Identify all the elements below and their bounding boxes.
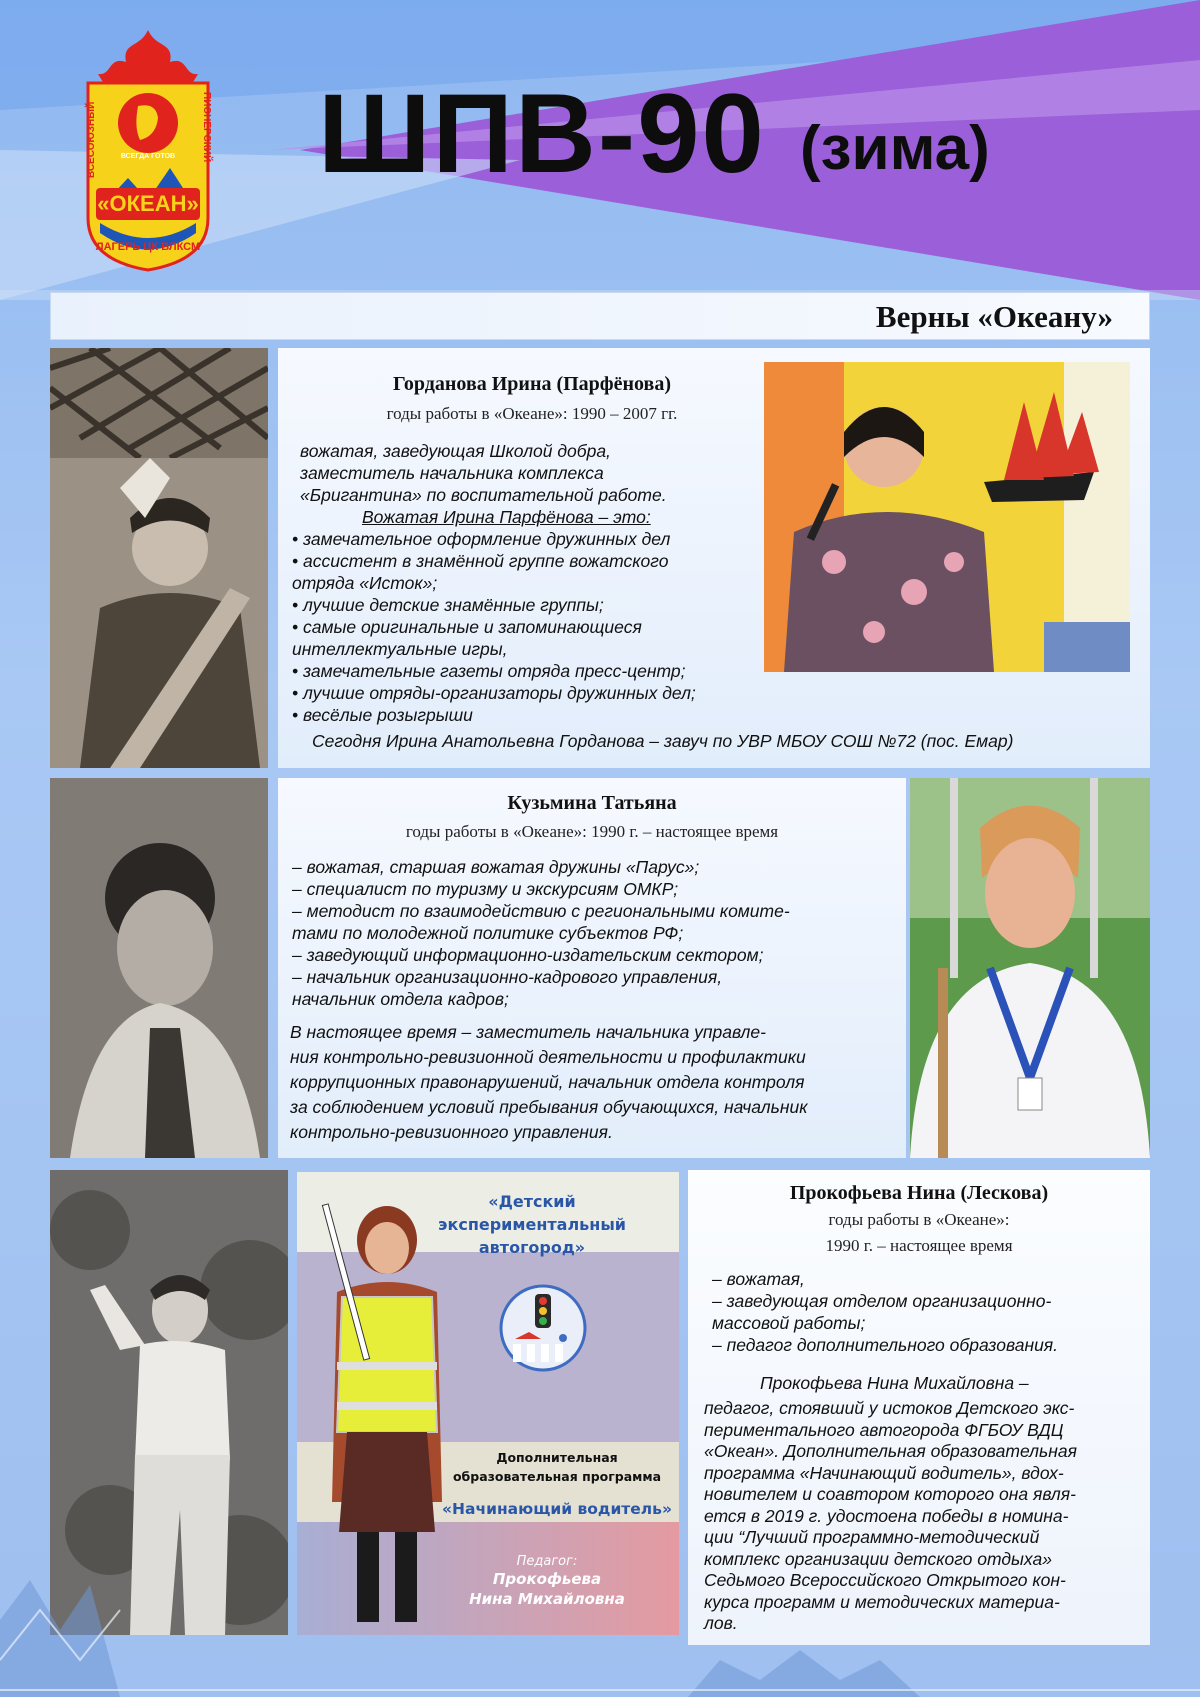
text-line: ется в 2019 г. удостоена победы в номина-	[704, 1505, 1069, 1526]
list-item: – заведующий информационно-издательским сектором;	[292, 945, 764, 965]
teacher-name: Прокофьева	[492, 1570, 602, 1588]
list-item: – методист по взаимодействию с региональными комите-	[292, 901, 790, 921]
person-fullname: Прокофьева Нина Михайловна –	[760, 1373, 1029, 1393]
section-banner	[50, 292, 1150, 340]
list-item: начальник отдела кадров;	[292, 989, 509, 1009]
poster-autogorod	[297, 1172, 679, 1635]
okean-logo	[78, 28, 218, 273]
person-name: Кузьмина Татьяна	[507, 792, 677, 814]
person-years: годы работы в «Океане»:	[828, 1210, 1010, 1229]
list-item: • замечательное оформление дружинных дел	[292, 529, 671, 549]
teacher-figure	[317, 1202, 457, 1632]
logo-center-text: «ОКЕАН»	[97, 191, 199, 216]
text-line: за соблюдением условий пребывания обучающихся, начальник	[290, 1097, 808, 1117]
text-line: контрольно-ревизионного управления.	[290, 1122, 613, 1142]
today-line: Сегодня Ирина Анатольевна Горданова – завуч по УВР МБОУ СОШ №72 (пос. Емар)	[312, 731, 1014, 751]
list-item: интеллектуальные игры,	[292, 639, 508, 659]
text-line: ции “Лучший программно-методический	[704, 1527, 1040, 1547]
person-duties	[292, 856, 790, 1010]
list-item: • ассистент в знамённой группе вожатского	[292, 551, 669, 571]
text-line: «Океан». Дополнительная образовательная	[704, 1441, 1077, 1461]
text-line: Седьмого Всероссийского Открытого кон-	[704, 1570, 1066, 1590]
list-item: • замечательные газеты отряда пресс-центр;	[292, 661, 686, 681]
text-line: педагог, стоявший у истоков Детского экс-	[704, 1398, 1075, 1418]
text-line: заместитель начальника комплекса	[300, 463, 604, 483]
program-caption-line: Дополнительная	[496, 1450, 618, 1465]
person-duties	[712, 1268, 1058, 1356]
archive-photo-kuzmina	[50, 778, 268, 1158]
logo-bottom-text: ЛАГЕРЬ ЦК ВЛКСМ	[95, 241, 201, 253]
page-title-suffix: (зима)	[800, 114, 990, 183]
person-years: годы работы в «Океане»: 1990 – 2007 гг.	[386, 404, 678, 423]
subheading: Вожатая Ирина Парфёнова – это:	[362, 507, 651, 527]
program-caption	[447, 1448, 667, 1486]
text-line: В настоящее время – заместитель начальника управле-	[290, 1022, 766, 1042]
list-item: – специалист по туризму и экскурсиям ОМКР;	[292, 879, 679, 899]
teacher-name: Нина Михайловна	[469, 1590, 625, 1608]
program-caption-line: образовательная программа	[452, 1469, 662, 1484]
text-line: периментального автогорода ФГБОУ ВДЦ	[704, 1419, 1064, 1440]
list-item: массовой работы;	[712, 1313, 866, 1333]
list-item: отряда «Исток»;	[292, 573, 438, 593]
person-achievement	[704, 1398, 1077, 1635]
archive-photo-gordanova	[50, 348, 268, 768]
list-item: – заведующая отделом организационно-	[712, 1291, 1052, 1311]
list-item: тами по молодежной политике субъектов РФ;	[292, 923, 684, 943]
list-item: • весёлые розыгрыши	[292, 705, 473, 725]
text-line: «Бригантина» по воспитательной работе.	[300, 485, 667, 505]
logo-motto: ВСЕГДА ГОТОВ	[120, 153, 176, 160]
logo-right-text: ПИОНЕРСКИЙ	[201, 92, 212, 163]
list-item: – вожатая,	[712, 1269, 805, 1289]
list-item: • лучшие детские знамённые группы;	[292, 595, 604, 615]
list-item: • лучшие отряды-организаторы дружинных дел;	[292, 683, 696, 703]
list-item: • самые оригинальные и запоминающиеся	[292, 617, 642, 637]
text-line: коррупционных правонарушений, начальник отдела контроля	[290, 1072, 805, 1092]
photo-gordanova-ship	[764, 362, 1130, 672]
current-position	[290, 1020, 807, 1145]
banner-text: Верны «Океану»	[875, 299, 1113, 334]
archive-photo-prokofieva	[50, 1170, 288, 1635]
poster-title-line: экспериментальный	[437, 1215, 627, 1234]
card-kuzmina	[278, 778, 906, 1158]
program-name: «Начинающий водитель»	[442, 1500, 672, 1518]
person-name: Горданова Ирина (Парфёнова)	[392, 373, 672, 395]
traffic-light-icon	[499, 1284, 587, 1372]
teacher-label: Педагог:	[516, 1554, 578, 1569]
text-line: комплекс организации детского отдыха»	[704, 1548, 1052, 1569]
teacher-caption	[447, 1554, 647, 1609]
person-description	[300, 440, 667, 528]
card-prokofieva	[688, 1170, 1150, 1645]
text-line: новителем и соавтором которого она явля-	[704, 1484, 1076, 1504]
text-line: лов.	[704, 1613, 738, 1633]
logo-left-text: ВСЕСОЮЗНЫЙ	[86, 101, 97, 178]
text-line: программа «Начинающий водитель», вдох-	[704, 1462, 1064, 1483]
poster-title-line: автогород»	[478, 1238, 586, 1257]
photo-kuzmina-today	[910, 778, 1150, 1158]
poster-title-line: «Детский	[488, 1192, 576, 1211]
bullet-list	[292, 528, 696, 726]
text-line: курса программ и методических материа-	[704, 1591, 1060, 1612]
list-item: – начальник организационно-кадрового управления,	[292, 967, 723, 987]
page-title: ШПВ-90	[318, 71, 766, 196]
text-line: вожатая, заведующая Школой добра,	[300, 441, 611, 461]
person-years: 1990 г. – настоящее время	[825, 1236, 1013, 1255]
person-name: Прокофьева Нина (Лескова)	[789, 1182, 1049, 1204]
text-line: ния контрольно-ревизионной деятельности и профилактики	[290, 1047, 806, 1067]
list-item: – педагог дополнительного образования.	[712, 1335, 1059, 1355]
person-years: годы работы в «Океане»: 1990 г. – настоящее время	[405, 822, 779, 841]
list-item: – вожатая, старшая вожатая дружины «Парус»;	[292, 857, 700, 877]
